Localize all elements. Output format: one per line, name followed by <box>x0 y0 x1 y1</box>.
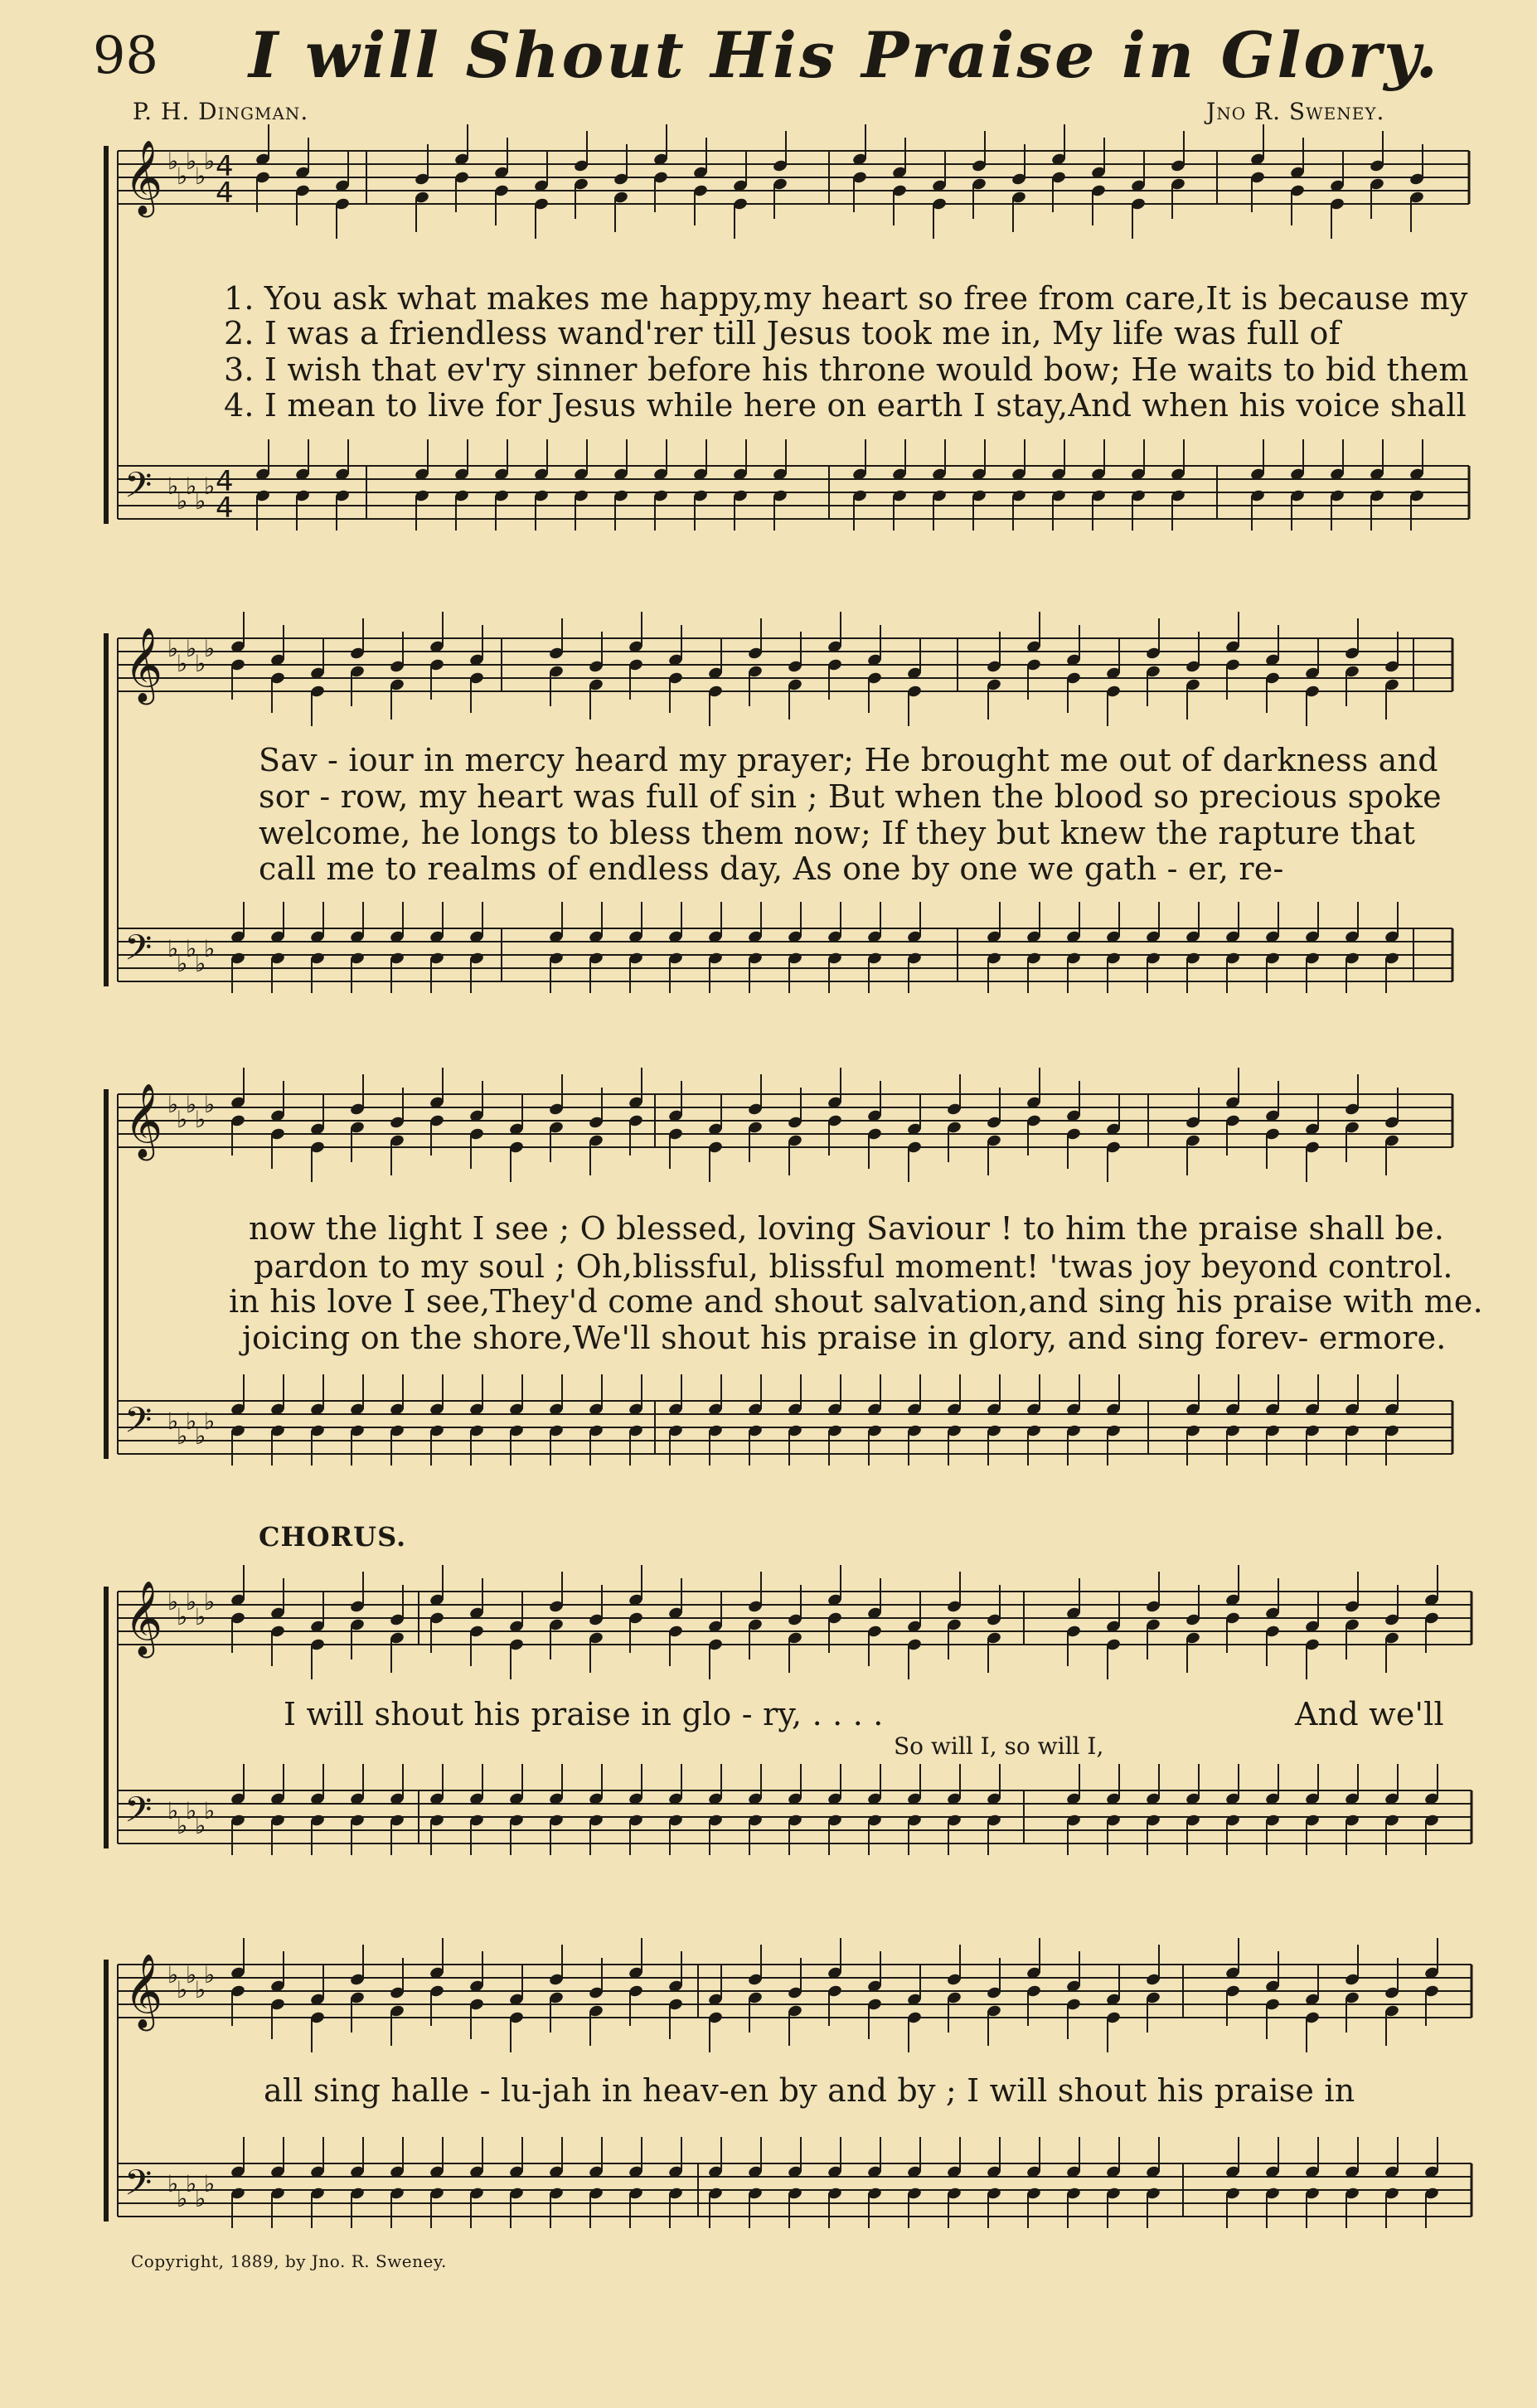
system-5-flat: ♭ <box>177 1976 188 2003</box>
verse-2-line-2: sor - row, my heart was full of sin ; But when the blood so precious spoke <box>259 778 1442 815</box>
system-3-flat: ♭ <box>195 1422 206 1450</box>
time-signature-bottom: 4 <box>216 177 234 210</box>
system-2-flat: ♭ <box>177 650 188 677</box>
system-5-flat: ♭ <box>204 1961 216 1989</box>
chorus-line-2: all sing halle - lu-jah in heav-en by and by ; I will shout his praise in <box>264 2072 1355 2109</box>
system-3-flat: ♭ <box>204 1091 216 1118</box>
verse-1-line-2: Sav - iour in mercy heard my prayer; He brought me out of darkness and <box>259 742 1438 778</box>
system-2-flat: ♭ <box>204 935 216 962</box>
lyricist-credit: P. H. Dingman. <box>133 98 309 125</box>
system-4-flat: ♭ <box>204 1588 216 1616</box>
system-5-treble-clef: 𝄞 <box>124 1954 163 2028</box>
composer-credit: Jno R. Sweney. <box>1206 98 1385 125</box>
system-3-flat: ♭ <box>204 1407 216 1435</box>
chorus-label: CHORUS. <box>259 1521 407 1553</box>
chorus-line-1: I will shout his praise in glo - ry, . . . . <box>284 1696 884 1732</box>
system-4-flat: ♭ <box>195 1603 206 1630</box>
system-5-flat: ♭ <box>195 1976 206 2003</box>
verse-3-line-3: in his love I see,They'd come and shout salvation,and sing his praise with me. <box>229 1283 1483 1320</box>
system-5-flat: ♭ <box>177 2185 188 2212</box>
verse-3-line-1: 3. I wish that ev'ry sinner before his throne would bow; He waits to bid them <box>224 351 1469 388</box>
system-4-flat: ♭ <box>177 1812 188 1839</box>
system-2-flat: ♭ <box>186 635 197 662</box>
system-4-flat: ♭ <box>204 1797 216 1824</box>
system-3-flat: ♭ <box>186 1407 197 1435</box>
system-1-bass-clef: 𝄢 <box>124 465 153 515</box>
system-2-flat: ♭ <box>186 935 197 962</box>
verse-1-line-3: now the light I see ; O blessed, loving Saviour ! to him the praise shall be. <box>249 1210 1445 1247</box>
system-1-flat: ♭ <box>167 472 179 500</box>
system-4-flat: ♭ <box>177 1603 188 1630</box>
verse-3-line-2: welcome, he longs to bless them now; If they but knew the rapture that <box>259 815 1416 851</box>
system-2-treble-clef: 𝄞 <box>124 627 163 702</box>
system-5-bass-clef: 𝄢 <box>124 2163 153 2212</box>
system-1-flat: ♭ <box>177 162 188 190</box>
system-4-flat: ♭ <box>186 1797 197 1824</box>
system-1-flat: ♭ <box>204 148 216 175</box>
page-number: 98 <box>93 25 158 85</box>
system-3-treble-clef: 𝄞 <box>124 1083 163 1158</box>
system-1-flat: ♭ <box>204 472 216 500</box>
system-1-flat: ♭ <box>186 148 197 175</box>
time-signature-top: 4 <box>216 465 234 498</box>
system-2-flat: ♭ <box>195 950 206 977</box>
system-2-flat: ♭ <box>195 650 206 677</box>
system-3-flat: ♭ <box>167 1091 179 1118</box>
chorus-line-1-end: And we'll <box>1295 1696 1444 1732</box>
time-signature-bottom: 4 <box>216 492 234 525</box>
verse-2-line-1: 2. I was a friendless wand'rer till Jesus took me in, My life was full of <box>224 315 1341 351</box>
hymn-title: I will Shout His Praise in Glory. <box>249 18 1440 92</box>
system-1-flat: ♭ <box>186 472 197 500</box>
system-4-flat: ♭ <box>195 1812 206 1839</box>
system-5-flat: ♭ <box>186 2170 197 2197</box>
verse-4-line-1: 4. I mean to live for Jesus while here on earth I stay,And when his voice shall <box>224 387 1467 424</box>
system-5-flat: ♭ <box>195 2185 206 2212</box>
system-2-bass-clef: 𝄢 <box>124 928 153 977</box>
copyright-notice: Copyright, 1889, by Jno. R. Sweney. <box>131 2251 447 2271</box>
system-3-flat: ♭ <box>177 1106 188 1133</box>
system-4-treble-clef: 𝄞 <box>124 1581 163 1655</box>
system-4-flat: ♭ <box>167 1588 179 1616</box>
system-1-treble-clef: 𝄞 <box>124 140 163 215</box>
system-2-flat: ♭ <box>204 635 216 662</box>
system-4-flat: ♭ <box>186 1588 197 1616</box>
system-1-flat: ♭ <box>167 148 179 175</box>
system-5-flat: ♭ <box>186 1961 197 1989</box>
verse-2-line-3: pardon to my soul ; Oh,blissful, blissful moment! 'twas joy beyond control. <box>254 1248 1453 1285</box>
system-3-flat: ♭ <box>186 1091 197 1118</box>
system-1-flat: ♭ <box>177 487 188 515</box>
verse-4-line-2: call me to realms of endless day, As one by one we gath - er, re- <box>259 850 1284 887</box>
chorus-echo: So will I, so will I, <box>894 1732 1104 1760</box>
system-5-flat: ♭ <box>167 2170 179 2197</box>
system-5-flat: ♭ <box>204 2170 216 2197</box>
system-3-bass-clef: 𝄢 <box>124 1400 153 1450</box>
system-2-flat: ♭ <box>177 950 188 977</box>
system-1-flat: ♭ <box>195 487 206 515</box>
time-signature-top: 4 <box>216 150 234 183</box>
system-2-flat: ♭ <box>167 935 179 962</box>
system-3-flat: ♭ <box>167 1407 179 1435</box>
system-3-flat: ♭ <box>195 1106 206 1133</box>
system-4-bass-clef: 𝄢 <box>124 1790 153 1839</box>
system-5-flat: ♭ <box>167 1961 179 1989</box>
system-2-flat: ♭ <box>167 635 179 662</box>
system-4-flat: ♭ <box>167 1797 179 1824</box>
verse-1-line-1: 1. You ask what makes me happy,my heart so free from care,It is because my <box>224 280 1468 317</box>
verse-4-line-3: joicing on the shore,We'll shout his praise in glory, and sing forev- ermore. <box>242 1320 1447 1356</box>
system-3-flat: ♭ <box>177 1422 188 1450</box>
system-1-flat: ♭ <box>195 162 206 190</box>
